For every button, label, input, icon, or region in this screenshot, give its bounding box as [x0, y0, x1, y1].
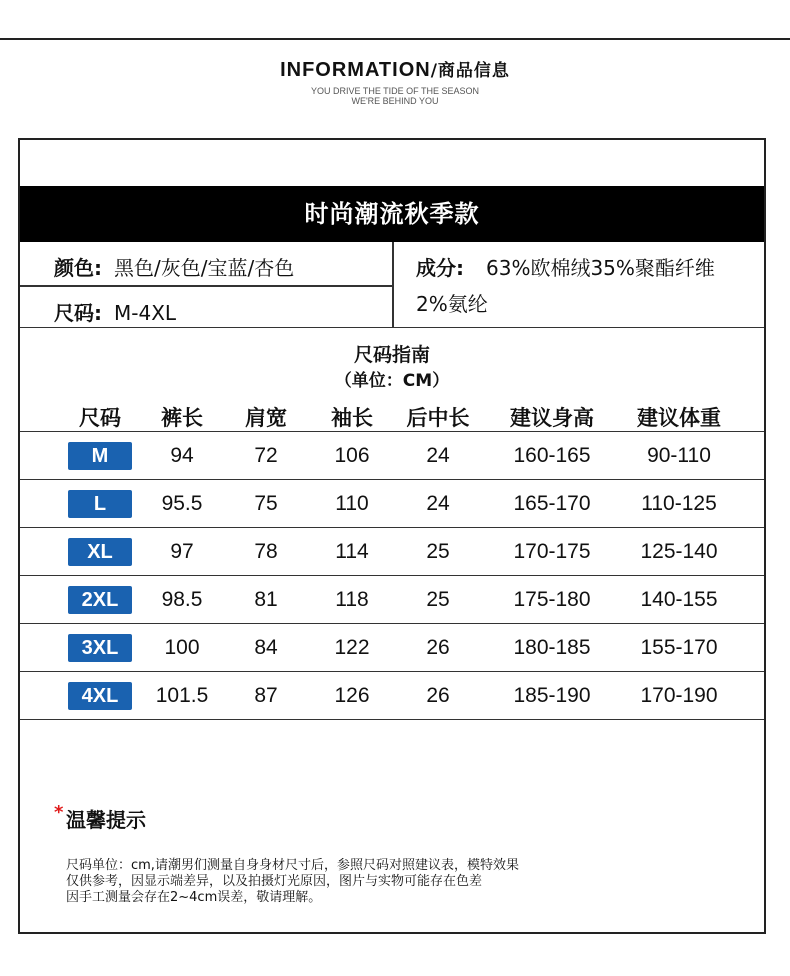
table-cell: 114 [335, 540, 369, 563]
table-cell: 125-140 [640, 540, 718, 563]
table-cell: 95.5 [161, 492, 203, 515]
product-info-grid [20, 242, 764, 328]
header-title-cn: /商品信息 [430, 61, 510, 81]
header-title [0, 56, 790, 82]
table-cell: 170-175 [513, 540, 591, 563]
asterisk-icon: * [54, 802, 64, 823]
table-cell: 26 [426, 684, 450, 707]
color-info [54, 252, 294, 281]
header-cell-height: 建议身高 [510, 406, 594, 430]
page-header [0, 56, 790, 106]
table-cell: 122 [334, 636, 370, 659]
composition-value-line2: 2%氨纶 [416, 292, 488, 316]
composition-value: 63%欧棉绒35%聚酯纤维 [486, 256, 715, 280]
table-cell: 170-190 [640, 684, 718, 707]
table-cell: 24 [426, 492, 450, 515]
table-cell: 110 [335, 492, 369, 515]
table-cell: 98.5 [161, 588, 203, 611]
size-table-body [20, 432, 764, 720]
tips-title: 温馨提示 [66, 808, 146, 832]
header-cell-size: 尺码 [79, 406, 121, 430]
table-cell: 140-155 [640, 588, 718, 611]
table-cell: 25 [426, 540, 450, 563]
size-badge: XL [68, 538, 132, 566]
table-row [20, 672, 764, 720]
table-cell: 100 [164, 636, 200, 659]
table-cell: 185-190 [513, 684, 591, 707]
size-badge: 2XL [68, 586, 132, 614]
table-cell: 155-170 [640, 636, 718, 659]
table-cell: 25 [426, 588, 450, 611]
size-info [54, 297, 176, 326]
table-cell: 106 [334, 444, 370, 467]
size-badge: M [68, 442, 132, 470]
size-badge: 4XL [68, 682, 132, 710]
header-cell-weight: 建议体重 [637, 406, 721, 430]
tips-line-2: 仅供参考，因显示端差异，以及拍摄灯光原因，图片与实物可能存在色差 [66, 874, 483, 889]
size-badge: L [68, 490, 132, 518]
table-cell: 72 [254, 444, 278, 467]
table-cell: 110-125 [641, 492, 717, 515]
color-value: 黑色/灰色/宝蓝/杏色 [114, 256, 295, 280]
table-cell: 97 [170, 540, 194, 563]
table-cell: 87 [254, 684, 278, 707]
header-cell-pants-length: 裤长 [161, 406, 203, 430]
table-row [20, 432, 764, 480]
size-guide-unit: （单位：CM） [334, 371, 450, 391]
table-cell: 180-185 [513, 636, 591, 659]
table-cell: 84 [254, 636, 278, 659]
info-horizontal-divider [20, 285, 392, 287]
header-cell-back-length: 后中长 [406, 406, 470, 430]
table-cell: 78 [254, 540, 278, 563]
table-cell: 24 [426, 444, 450, 467]
table-row [20, 480, 764, 528]
table-cell: 90-110 [647, 444, 711, 467]
table-cell: 165-170 [513, 492, 591, 515]
top-divider [0, 38, 790, 40]
header-subtitle-line2: WE'RE BEHIND YOU [351, 96, 439, 106]
table-cell: 118 [335, 588, 369, 611]
table-cell: 26 [426, 636, 450, 659]
composition-label: 成分: [416, 256, 464, 280]
info-vertical-divider [392, 242, 394, 328]
size-value: M-4XL [114, 301, 177, 325]
size-label: 尺码: [54, 301, 102, 325]
color-label: 颜色: [54, 256, 102, 280]
table-row [20, 576, 764, 624]
size-guide-title: 尺码指南 [353, 344, 430, 366]
table-cell: 101.5 [155, 684, 209, 707]
tips-body [66, 858, 686, 906]
header-cell-sleeve: 袖长 [331, 406, 373, 430]
header-subtitle [0, 86, 790, 106]
tips-line-3: 因手工测量会存在2~4cm误差，敬请理解。 [66, 890, 322, 905]
table-cell: 175-180 [513, 588, 591, 611]
table-cell: 75 [254, 492, 278, 515]
table-cell: 81 [254, 588, 278, 611]
tips-line-1: 尺码单位：cm,请潮男们测量自身身材尺寸后，参照尺码对照建议表，模特效果 [66, 858, 519, 873]
tips-section [54, 802, 146, 833]
table-cell: 94 [170, 444, 194, 467]
table-cell: 126 [334, 684, 370, 707]
table-row [20, 528, 764, 576]
product-banner: 时尚潮流秋季款 [20, 186, 764, 242]
header-title-en: INFORMATION [280, 59, 431, 81]
table-row [20, 624, 764, 672]
table-cell: 160-165 [513, 444, 591, 467]
composition-info [416, 252, 715, 281]
size-badge: 3XL [68, 634, 132, 662]
header-cell-shoulder: 肩宽 [245, 406, 287, 430]
size-table-header [20, 402, 764, 432]
product-info-card [18, 138, 766, 934]
header-subtitle-line1: YOU DRIVE THE TIDE OF THE SEASON [310, 86, 480, 96]
